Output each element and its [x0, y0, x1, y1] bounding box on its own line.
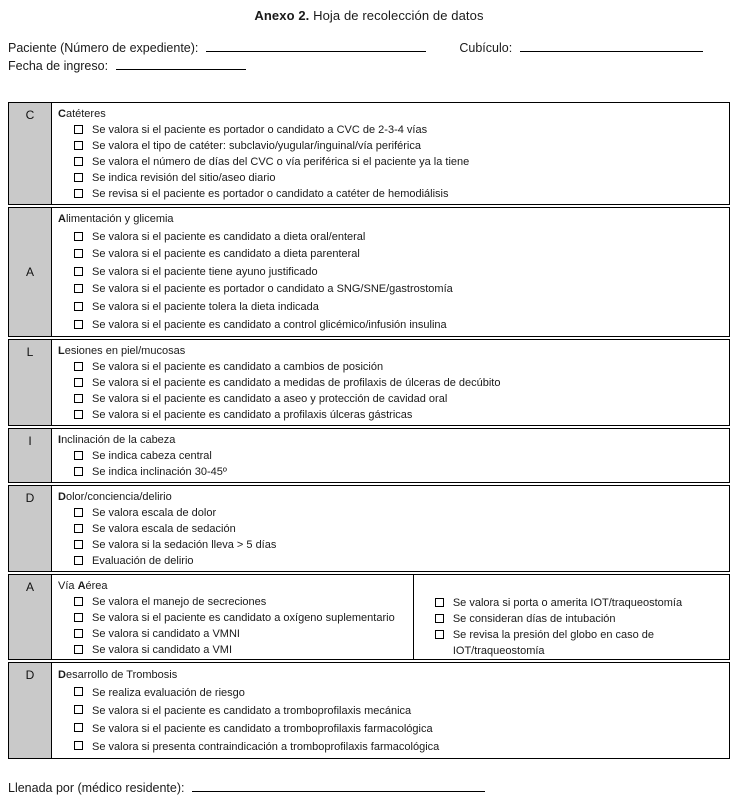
checkbox-icon[interactable]: [74, 302, 83, 311]
row-content: [52, 429, 729, 482]
checkbox-icon[interactable]: [74, 267, 83, 276]
checkbox-icon[interactable]: [74, 362, 83, 371]
table-row: [8, 485, 730, 572]
checklist-item-label: Se valora si candidato a VMI: [92, 644, 233, 657]
row-title-rest: atéteres: [65, 108, 106, 120]
row-letter-cell: L: [9, 340, 52, 425]
checklist-item: [52, 154, 727, 170]
checkbox-icon[interactable]: [74, 157, 83, 166]
checklist-item: [52, 186, 727, 202]
checklist-item: [52, 626, 413, 642]
row-title: [52, 666, 727, 684]
checklist-item: [52, 521, 727, 537]
checklist-item-label: Se revisa la presión del globo en caso de IOT/traqueostomía: [452, 629, 655, 658]
checkbox-icon[interactable]: [435, 630, 444, 639]
checklist-item: [52, 407, 727, 423]
checklist-item-label: Se valora si el paciente es candidato a aseo y protección de cavidad oral: [92, 393, 448, 406]
checkbox-icon[interactable]: [74, 629, 83, 638]
checklist-item-label: Evaluación de delirio: [92, 555, 194, 568]
checklist-item-label: Se valora si porta o amerita IOT/traqueostomía: [452, 597, 683, 610]
row-content: [52, 575, 729, 659]
checkbox-icon[interactable]: [74, 410, 83, 419]
footer-field-line: [8, 780, 730, 795]
checklist-item-label: Se valora si el paciente es portador o candidato a CVC de 2-3-4 vías: [92, 124, 428, 136]
row-title-rest: érea: [85, 580, 108, 593]
checkbox-icon[interactable]: [74, 613, 83, 622]
fecha-field-line: [8, 58, 730, 73]
row-title-rest: limentación y glicemia: [65, 213, 174, 225]
row-title: [52, 211, 727, 229]
row-title-rest: nclinación de la cabeza: [61, 434, 176, 447]
row-title-bold-letter: D: [58, 669, 66, 682]
checklist-item-label: Se valora si el paciente es candidato a cambios de posición: [92, 361, 384, 374]
page-title-bold: Anexo 2.: [254, 8, 310, 23]
row-title-bold-letter: A: [77, 580, 86, 593]
checkbox-icon[interactable]: [74, 125, 83, 134]
row-letter-cell: A: [9, 575, 52, 659]
checklist-table: [8, 102, 730, 759]
checklist-item: [52, 229, 727, 247]
checklist-item: [52, 738, 727, 756]
row-title: [52, 106, 727, 122]
cubiculo-label: Cubículo:: [459, 41, 513, 55]
checklist-item-label: Se valora si el paciente es candidato a dieta parenteral: [92, 248, 360, 261]
checklist-item: [52, 537, 727, 553]
checklist-item-label: Se valora si el paciente es candidato a dieta oral/enteral: [92, 230, 366, 243]
row-title: [52, 432, 727, 448]
checklist-item: [52, 359, 727, 375]
checklist-item-label: Se indica cabeza central: [92, 450, 212, 463]
checklist-item-label: Se valora si el paciente es candidato a tromboprofilaxis farmacológica: [92, 723, 433, 736]
table-row: [8, 574, 730, 660]
checkbox-icon[interactable]: [74, 173, 83, 182]
patient-field-line: [8, 40, 730, 55]
checklist-item-label: Se realiza evaluación de riesgo: [92, 687, 245, 700]
checkbox-icon[interactable]: [74, 394, 83, 403]
checkbox-icon[interactable]: [74, 141, 83, 150]
checkbox-icon[interactable]: [74, 451, 83, 460]
checkbox-icon[interactable]: [74, 741, 83, 750]
checklist-item: [52, 299, 727, 317]
checklist-item-label: Se valora el manejo de secreciones: [92, 596, 267, 609]
checkbox-icon[interactable]: [74, 597, 83, 606]
row-title-rest: esarrollo de Trombosis: [65, 669, 178, 682]
checklist-item: [414, 627, 729, 659]
checklist-item: [414, 595, 729, 611]
paciente-label: Paciente (Número de expediente):: [8, 41, 199, 55]
checklist-item: [52, 610, 413, 626]
checklist-item: [52, 720, 727, 738]
checklist-item-label: Se valora escala de sedación: [92, 523, 236, 536]
checkbox-icon[interactable]: [74, 705, 83, 714]
checklist-item-label: Se valora si el paciente es portador o candidato a SNG/SNE/gastrostomía: [92, 283, 453, 296]
checklist-item: [52, 464, 727, 480]
checkbox-icon[interactable]: [435, 614, 444, 623]
cubiculo-blank-line[interactable]: [520, 40, 703, 52]
checkbox-icon[interactable]: [74, 556, 83, 565]
row-title-rest: esiones en piel/mucosas: [64, 345, 186, 358]
checklist-item-label: Se valora si el paciente es candidato a control glicémico/infusión insulina: [92, 318, 447, 331]
row-content: [52, 340, 729, 425]
row-title: [52, 578, 413, 594]
checkbox-icon[interactable]: [74, 508, 83, 517]
checklist-item-label: Se valora si el paciente tolera la dieta indicada: [92, 300, 319, 313]
row-letter-cell: A: [9, 208, 52, 336]
row-letter-cell: C: [9, 103, 52, 204]
checklist-item: [52, 702, 727, 720]
checkbox-icon[interactable]: [74, 232, 83, 241]
row-title-rest: olor/conciencia/delirio: [65, 491, 172, 504]
checklist-item-label: Se valora escala de dolor: [92, 507, 217, 520]
row-letter-cell: D: [9, 486, 52, 571]
checklist-item-label: Se consideran días de intubación: [452, 613, 616, 626]
checklist-item-label: Se indica inclinación 30-45º: [92, 466, 227, 479]
row-title-bold-letter: A: [58, 213, 66, 225]
checkbox-icon[interactable]: [74, 378, 83, 387]
checklist-item: [52, 264, 727, 282]
checklist-item: [52, 122, 727, 138]
checklist-item-label: Se valora si el paciente es candidato a profilaxis úlceras gástricas: [92, 409, 413, 422]
checklist-item: [52, 642, 413, 658]
checkbox-icon[interactable]: [74, 320, 83, 329]
row-title-bold-letter: L: [58, 345, 65, 358]
row-title-bold-letter: I: [58, 434, 62, 447]
table-row: [8, 339, 730, 426]
checklist-item: [414, 611, 729, 627]
checkbox-icon[interactable]: [435, 598, 444, 607]
checklist-item-label: Se valora si presenta contraindicación a tromboprofilaxis farmacológica: [92, 741, 440, 754]
paciente-blank-line[interactable]: [206, 40, 426, 52]
row-content: [52, 663, 729, 758]
row-letter-cell: I: [9, 429, 52, 482]
row-title: [52, 489, 727, 505]
table-row: [8, 662, 730, 759]
checklist-item-label: Se valora el número de días del CVC o vía periférica si el paciente ya la tiene: [92, 156, 470, 168]
checkbox-icon[interactable]: [74, 189, 83, 198]
checkbox-icon[interactable]: [74, 540, 83, 549]
page-title: [8, 8, 730, 23]
row-letter-cell: D: [9, 663, 52, 758]
checklist-item: [52, 281, 727, 299]
row-content-left-column: [52, 575, 413, 659]
checklist-item-label: Se valora si el paciente es candidato a medidas de profilaxis de úlceras de decúbito: [92, 377, 501, 390]
checklist-item-label: Se valora si el paciente tiene ayuno justificado: [92, 265, 318, 278]
table-row: [8, 428, 730, 483]
row-title-bold-letter: C: [58, 108, 66, 120]
checklist-item: [52, 684, 727, 702]
checklist-item-label: Se valora si el paciente es candidato a tromboprofilaxis mecánica: [92, 705, 412, 718]
checklist-item-label: Se valora si la sedación lleva > 5 días: [92, 539, 277, 552]
checkbox-icon[interactable]: [74, 524, 83, 533]
checkbox-icon[interactable]: [74, 645, 83, 654]
checklist-item: [52, 317, 727, 335]
row-title: [52, 343, 727, 359]
table-row: [8, 207, 730, 337]
checkbox-icon[interactable]: [74, 467, 83, 476]
row-content: [52, 486, 729, 571]
checklist-item-label: Se valora si candidato a VMNI: [92, 628, 240, 641]
row-title-prefix: Vía: [58, 580, 78, 593]
checklist-item: [52, 391, 727, 407]
llenada-blank-line[interactable]: [192, 780, 485, 792]
checkbox-icon[interactable]: [74, 249, 83, 258]
fecha-label: Fecha de ingreso:: [8, 59, 109, 73]
checkbox-icon[interactable]: [74, 687, 83, 696]
checklist-item: [52, 594, 413, 610]
row-content: [52, 103, 729, 204]
page-title-rest: Hoja de recolección de datos: [313, 8, 484, 23]
row-content: [52, 208, 729, 336]
row-title-bold-letter: D: [58, 491, 66, 504]
checklist-item: [52, 246, 727, 264]
checklist-item-label: Se valora si el paciente es candidato a oxígeno suplementario: [92, 612, 395, 625]
checklist-item: [52, 505, 727, 521]
checkbox-icon[interactable]: [74, 723, 83, 732]
fecha-blank-line[interactable]: [116, 58, 246, 70]
checklist-item: [52, 448, 727, 464]
checklist-item-label: Se revisa si el paciente es portador o candidato a catéter de hemodiálisis: [92, 188, 449, 200]
checklist-item-label: Se valora el tipo de catéter: subclavio/yugular/inguinal/vía periférica: [92, 140, 421, 152]
checklist-item: [52, 375, 727, 391]
checklist-item-label: Se indica revisión del sitio/aseo diario: [92, 172, 276, 184]
checklist-item: [52, 170, 727, 186]
checklist-item: [52, 138, 727, 154]
llenada-label: Llenada por (médico residente):: [8, 781, 185, 795]
row-content-right-column: [413, 575, 729, 659]
checklist-item: [52, 553, 727, 569]
checkbox-icon[interactable]: [74, 284, 83, 293]
table-row: [8, 102, 730, 205]
